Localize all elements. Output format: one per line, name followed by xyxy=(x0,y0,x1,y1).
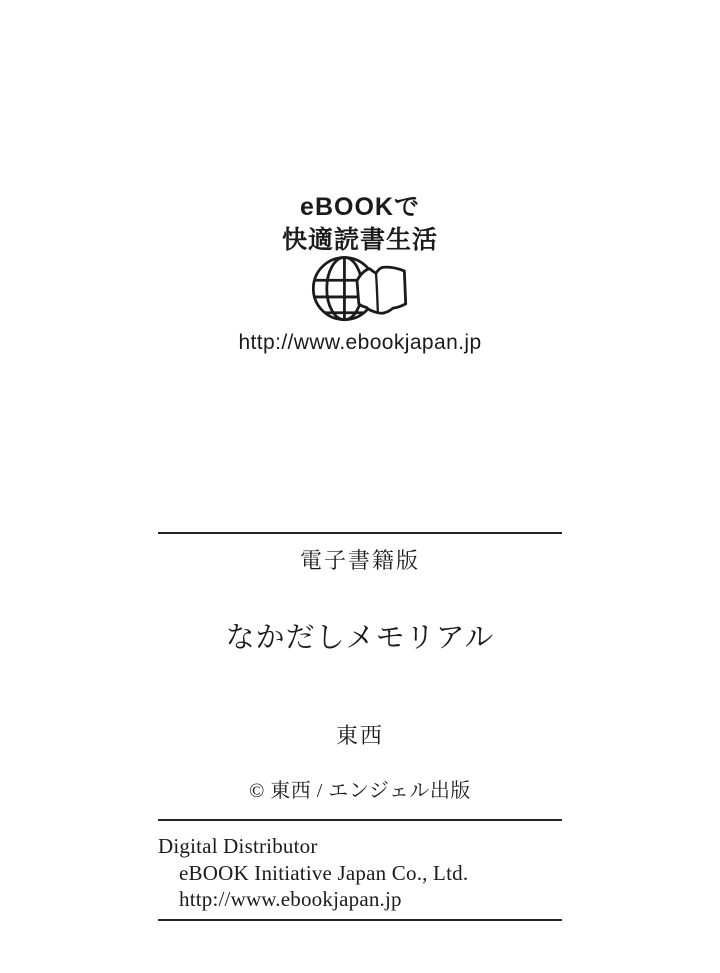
divider-middle xyxy=(158,819,562,821)
tagline-line2: 快適読書生活 xyxy=(281,226,438,254)
publisher-tagline xyxy=(0,191,720,257)
distributor-url: http://www.ebookjapan.jp xyxy=(179,887,402,911)
tagline-line1: eBOOKで xyxy=(300,193,420,221)
promo-url: http://www.ebookjapan.jp xyxy=(238,331,482,354)
distributor-company: eBOOK Initiative Japan Co., Ltd. xyxy=(179,860,469,885)
globe-open-book-icon xyxy=(305,312,415,329)
copyright-line: © 東西 / エンジェル出版 xyxy=(249,780,471,802)
book-title: なかだしメモリアル xyxy=(225,622,495,654)
edition-label: 電子書籍版 xyxy=(299,548,420,573)
distributor-label: Digital Distributor xyxy=(158,834,318,858)
divider-top xyxy=(158,532,562,534)
distributor-block xyxy=(158,833,468,913)
logo-container xyxy=(0,254,720,330)
author-name: 東西 xyxy=(335,723,384,748)
divider-bottom xyxy=(158,919,562,921)
